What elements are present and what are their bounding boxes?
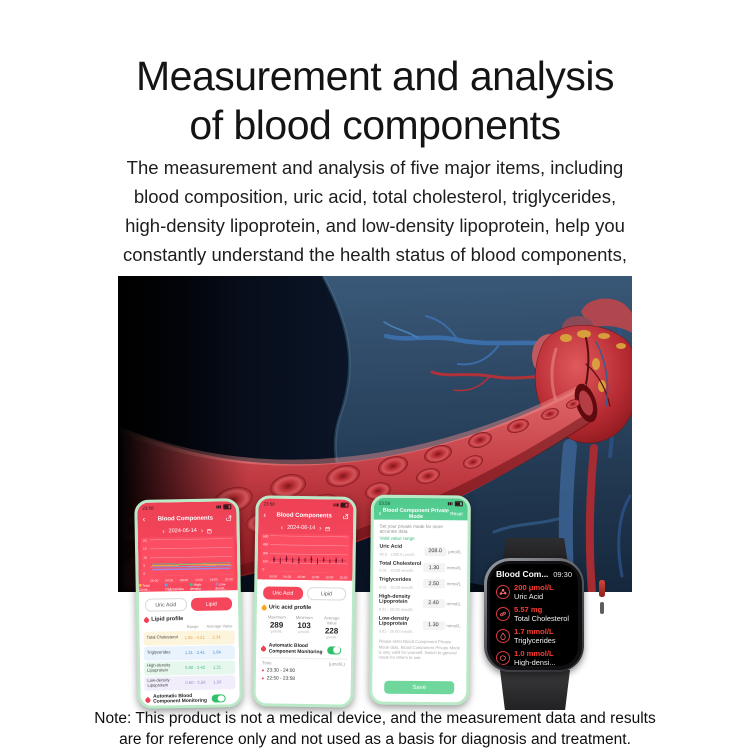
field-uric-acid: Uric Acid 90.0 - 1000.0 μmol/L 208.0 μmol/L (379, 544, 462, 557)
watch-body (484, 558, 584, 672)
share-icon[interactable] (342, 513, 348, 519)
share-icon[interactable] (225, 515, 231, 521)
monitoring-label: Automatic Blood Component Monitoring (268, 643, 323, 655)
signal-icon (216, 505, 222, 509)
status-time: 23:58 (378, 500, 391, 506)
bullet-icon (262, 669, 264, 671)
cholesterol-icon (496, 607, 510, 621)
legend-dot (190, 583, 193, 586)
field-triglycerides: Triglycerides 0.01 - 20.00 mmol/L 2.50 mmol/L (379, 576, 462, 590)
table-row: Triglycerides 1.21 - 2.41 1.64 (144, 645, 235, 660)
time-unit-label: (μmol/L) (328, 661, 346, 667)
calendar-icon[interactable] (326, 526, 331, 531)
monitoring-icon (260, 646, 266, 652)
uric-acid-stats (260, 612, 347, 640)
screen-title: Blood Component Private Mode (382, 507, 449, 521)
stat-minimum: Minimum 103 μmol/L (295, 614, 313, 635)
valid-range-link[interactable]: Valid value range (379, 535, 415, 541)
date-label: 2024-06-14 (287, 524, 316, 532)
uric-acid-chart (260, 533, 350, 580)
chart-plot-area (150, 538, 233, 575)
chart-x-axis: 00:00 04:00 08:00 12:00 16:00 20:00 (269, 574, 348, 580)
chart-plot-area (269, 535, 348, 572)
tab-lipid[interactable]: Lipid (307, 587, 347, 601)
smartwatch (484, 538, 602, 710)
disclaimer-line: Note: This product is not a medical device, and the measurement data and results (94, 710, 656, 727)
intro-line: blood composition, uric acid, total cholesterol, triglycerides, (133, 186, 617, 207)
triglycerides-input[interactable]: 2.50 (423, 579, 445, 588)
col-average: Average Value (206, 623, 233, 629)
prev-day-icon[interactable]: ‹ (162, 527, 165, 535)
legend-dot (139, 584, 142, 587)
monitoring-toggle[interactable] (211, 694, 225, 702)
legend-dot (215, 583, 218, 586)
watch-screen-title: Blood Com... (496, 569, 549, 579)
section-title: Lipid profile (151, 616, 184, 623)
watch-side-button (600, 602, 604, 614)
monitoring-icon (145, 697, 151, 703)
table-row: Low-density Lipoprotein 0.50 - 3.50 1.50 (144, 675, 235, 690)
chart-x-axis: 00:00 04:00 08:00 12:00 16:00 20:00 (150, 577, 233, 583)
prev-day-icon[interactable]: ‹ (280, 524, 284, 532)
signal-icon (333, 503, 339, 507)
chart-legend: Total Chole... Triglycerides High-density Low-densit... (138, 582, 228, 592)
tab-uric-acid[interactable]: Uric Acid (145, 598, 187, 612)
page-title-line1: Measurement and analysis (136, 53, 614, 99)
reset-button[interactable]: Reset (450, 511, 463, 517)
status-icons (333, 502, 349, 507)
private-mode-note: Please enter Blood Component Private Mode data. Blood Component Private Mode is only valid for yourself. Switch to general mode for others to use. (378, 639, 461, 661)
battery-icon (340, 503, 348, 508)
battery-icon (223, 504, 231, 509)
monitoring-label: Automatic Blood Component Monitoring (153, 693, 208, 705)
private-mode-intro: Set your private mode for more accurate data. (379, 523, 443, 534)
uric-acid-icon (261, 604, 267, 610)
triglycerides-icon (496, 629, 510, 643)
signal-icon (447, 502, 453, 506)
intro-line: high-density lipoprotein, and low-density lipoprotein, help you (125, 215, 625, 236)
chart-y-axis: 20 15 10 5 0 (142, 538, 147, 576)
time-column-label: Time (261, 660, 272, 666)
watch-row-triglycerides: 1.7 mmol/L Triglycerides (496, 627, 572, 646)
next-day-icon[interactable]: › (319, 524, 322, 532)
time-row: 22:50 - 23:58 (260, 674, 347, 683)
legend-dot (165, 584, 168, 587)
monitoring-toggle[interactable] (327, 646, 341, 654)
phone-mockup-private-mode (369, 495, 471, 706)
col-range: Range (186, 623, 199, 630)
table-row: Total Cholesterol 1.65 - 4.21 2.34 (143, 630, 234, 645)
watch-row-uric-acid: 200 μmol/L Uric Acid (496, 583, 572, 602)
status-icons (216, 504, 232, 509)
field-hdl: High-density Lipoprotein 0.01 - 20.00 mmol/L 2.40 mmol/L (378, 593, 461, 612)
chart-y-axis: 600 450 300 150 0 (262, 534, 269, 572)
status-time: 23:58 (263, 501, 275, 507)
date-label: 2024-06-14 (168, 527, 197, 535)
screen-title: Blood Components (157, 515, 214, 523)
tab-uric-acid[interactable]: Uric Acid (263, 586, 303, 600)
uric-acid-icon (496, 585, 510, 599)
back-icon[interactable]: ‹ (142, 514, 146, 524)
intro-line: constantly understand the health status of blood components, (123, 244, 627, 265)
field-total-cholesterol: Total Cholesterol 0.01 - 20.00 mmol/L 1.30 mmol/L (379, 560, 462, 574)
page-title (0, 52, 750, 150)
screen-title: Blood Components (276, 512, 332, 519)
disclaimer-line: are for reference only and not used as a basis for diagnosis and treatment. (119, 731, 631, 748)
section-title: Uric acid profile (268, 604, 312, 612)
uric-acid-input[interactable]: 208.0 (424, 547, 446, 556)
ldl-input[interactable]: 1.30 (422, 621, 444, 630)
disclaimer-note (0, 708, 750, 750)
watch-row-total-cholesterol: 5.57 mg Total Cholesterol (496, 605, 572, 624)
watch-band-bottom (500, 670, 570, 710)
calendar-icon[interactable] (207, 528, 212, 533)
lipid-icon (143, 617, 149, 623)
battery-icon (455, 501, 463, 506)
status-time: 23:58 (142, 505, 154, 511)
phone-mockup-lipid (134, 498, 243, 709)
time-row: 23:30 - 24:00 (260, 666, 347, 675)
watch-time: 09:30 (553, 570, 572, 579)
save-button[interactable]: Save (384, 681, 455, 695)
back-icon[interactable]: ‹ (263, 509, 267, 519)
phone-mockup-uric-acid (252, 495, 356, 708)
stat-maximum: Maximum 289 μmol/L (267, 614, 286, 634)
watch-screen (490, 564, 578, 666)
intro-line: The measurement and analysis of five major items, including (126, 157, 624, 178)
page-title-line2: of blood components (189, 102, 561, 148)
total-cholesterol-input[interactable]: 1.30 (423, 563, 445, 572)
watch-crown (599, 580, 605, 597)
table-row: High-density Lipoprotein 0.60 - 3.42 1.21 (144, 660, 235, 675)
hdl-icon (496, 651, 510, 665)
hdl-input[interactable]: 2.40 (423, 599, 445, 608)
back-icon[interactable]: ‹ (378, 508, 382, 518)
watch-row-hdl: 1.0 mmol/L High-densi... (496, 649, 572, 667)
next-day-icon[interactable]: › (200, 527, 204, 535)
bullet-icon (262, 677, 264, 679)
field-ldl: Low-density Lipoprotein 0.01 - 20.00 mmol/L 1.30 mmol/L (378, 615, 461, 635)
status-icons (447, 501, 463, 506)
stat-average: Average Value 228 μmol/L (323, 615, 340, 640)
lipid-chart (141, 536, 235, 584)
tab-lipid[interactable]: Lipid (190, 597, 232, 611)
